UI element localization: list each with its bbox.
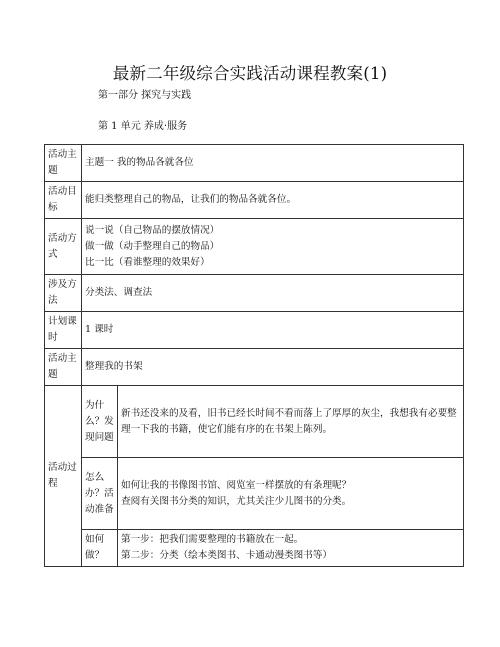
subtheme-label: 活动主题 (45, 349, 82, 386)
table-row (45, 530, 464, 567)
table-row (45, 312, 464, 349)
process-step-label: 为什么？发现问题 (82, 386, 118, 458)
method-line: 说一说（自己物品的摆放情况） (85, 224, 220, 236)
method-label: 活动方式 (45, 219, 82, 275)
goal-label: 活动目标 (45, 182, 82, 219)
subtheme-value: 整理我的书架 (82, 349, 464, 386)
unit-heading: 第 1 单元 养成·服务 (98, 121, 188, 132)
process-line: 第一步：把我们需要整理的书籍放在一起。 (121, 534, 304, 545)
process-step-label: 如何做？ (82, 530, 118, 567)
table-row (45, 219, 464, 275)
process-step-content (118, 458, 464, 530)
document-title: 最新二年级综合实践活动课程教案(1) (112, 64, 388, 83)
approach-value: 分类法、调查法 (82, 275, 464, 312)
hours-label: 计划课时 (45, 312, 82, 349)
table-row (45, 275, 464, 312)
theme-value: 主题一 我的物品各就各位 (82, 145, 464, 182)
part-heading: 第一部分 探究与实践 (98, 90, 192, 101)
process-line: 查阅有关图书分类的知识，尤其关注少儿图书的分类。 (121, 495, 352, 507)
theme-label: 活动主题 (45, 145, 82, 182)
hours-value: 1 课时 (82, 312, 464, 349)
method-value (82, 219, 464, 275)
process-line: 第二步：分类（绘本类图书、卡通动漫类图书等） (121, 550, 333, 561)
table-row (45, 145, 464, 182)
process-step-label: 怎么办？活动准备 (82, 458, 118, 530)
approach-label: 涉及方法 (45, 275, 82, 312)
process-step-content (118, 530, 464, 567)
method-line: 做一做（动手整理自己的物品） (85, 240, 220, 252)
process-label: 活动过程 (45, 386, 82, 567)
table-row (45, 182, 464, 219)
method-line: 比一比（看谁整理的效果好） (85, 256, 210, 268)
process-line: 如何让我的书像图书馆、阅览室一样摆放的有条理呢？ (121, 479, 352, 491)
table-row (45, 386, 464, 458)
lesson-plan-table (44, 144, 464, 567)
process-step-content: 新书还没来的及看，旧书已经长时间不看而落上了厚厚的灰尘，我想我有必要整理一下我的书籍，使它们能有序的在书架上陈列。 (118, 386, 464, 458)
table-row (45, 458, 464, 530)
table-row (45, 349, 464, 386)
goal-value: 能归类整理自己的物品，让我们的物品各就各位。 (82, 182, 464, 219)
